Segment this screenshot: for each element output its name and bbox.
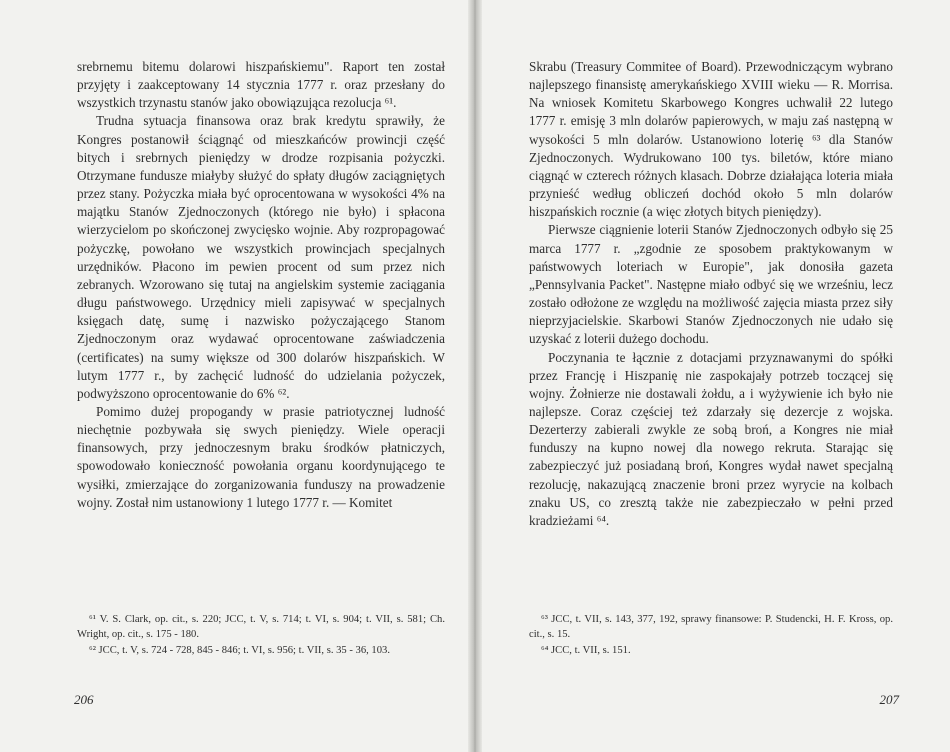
right-paragraph-1: Skrabu (Treasury Commitee of Board). Przewodniczącym wybrano najlepszego finansistę amerykańskiego XVIII wieku — R. Morrisa. Na wniosek Komitetu Skarbowego Kongres uchwalił 22 lutego 1777 r. emisję 3 mln dolarów papierowych, w maju zaś następną w wysokości 5 mln dolarów. Ustanowiono loterię ⁶³ dla Stanów Zjednoczonych. Wydrukowano 100 tys. biletów, które miano ciągnąć w czterech różnych klasach. Dobrze działająca loteria miała przynieść według obliczeń dochód około 5 mln dolarów hiszpańskich rocznie (a więc złotych bitych pieniędzy). (529, 59, 893, 220)
footnote-61: ⁶¹ V. S. Clark, op. cit., s. 220; JCC, t. V, s. 714; t. VI, s. 904; t. VII, s. 581; Ch. Wright, op. cit., s. 175 - 180. (77, 614, 445, 641)
footnote-62: ⁶² JCC, t. V, s. 724 - 728, 845 - 846; t. VI, s. 956; t. VII, s. 35 - 36, 103. (89, 644, 390, 656)
left-paragraph-1: srebrnemu bitemu dolarowi hiszpańskiemu". Raport ten został przyjęty i zaakceptowany 14 stycznia 1777 r. oraz przesłany do wszystkich trzynastu stanów jako obowiązująca rezolucja ⁶¹. (77, 59, 445, 111)
left-page-number: 206 (74, 692, 94, 707)
footnote-63: ⁶³ JCC, t. VII, s. 143, 377, 192, sprawy finansowe: P. Studencki, H. F. Kross, op. cit., s. 15. (529, 614, 893, 641)
right-paragraph-2: Pierwsze ciągnienie loterii Stanów Zjednoczonych odbyło się 25 marca 1777 r. „zgodnie ze sposobem praktykowanym w państwowych loteriach w Europie", jak donosiła gazeta „Pennsylvania Packet". Następne miało odbyć się we wrześniu, lecz zostało odłożone ze względu na możliwość zajęcia miasta przez siły nieprzyjacielskie. Skarbowi Stanów Zjednoczonych nie udało się uzyskać z loterii dużego dochodu. (529, 222, 893, 347)
left-paragraph-3: Pomimo dużej propogandy w prasie patriotycznej ludność niechętnie pozbywała się swych pieniędzy. Wiele operacji finansowych, przy jednoczesnym braku środków płatniczych, spowodowało konieczność powołania organu koordynującego te wysiłki, zmierzające do zorganizowania funduszy na prowadzenie wojny. Został nim ustanowiony 1 lutego 1777 r. — Komitet (77, 403, 445, 510)
right-body-text (529, 58, 893, 530)
right-page-number: 207 (879, 692, 899, 707)
left-footnotes (77, 612, 445, 658)
left-body-text (77, 58, 445, 512)
right-footnotes (529, 612, 893, 658)
book-gutter (468, 0, 482, 752)
right-paragraph-3: Poczynania te łącznie z dotacjami przyznawanymi do spółki przez Francję i Hiszpanię nie zaspokajały potrzeb toczącej się wojny. Żołnierze nie dostawali żołdu, a i wyżywienie ich było nie najlepsze. Coraz częściej też zdarzały się dezercje z wojska. Dezerterzy zabierali zwykle ze sobą broń, a Kongres nie miał funduszy na kupno nowej dla nowego rekruta. Starając się zabezpieczyć już posiadaną broń, Kongres wydał nawet specjalną rezolucję, nakazującą znaczenie broni przez wyrycie na kolbach znaku US, co zresztą także nie zabezpieczało w pełni przed kradzieżami ⁶⁴. (529, 349, 893, 528)
left-page (0, 0, 474, 752)
footnote-64: ⁶⁴ JCC, t. VII, s. 151. (541, 644, 631, 656)
right-page (476, 0, 950, 752)
left-paragraph-2: Trudna sytuacja finansowa oraz brak kredytu sprawiły, że Kongres postanowił ściągnąć od mieszkańców prowincji część bitych i srebrnych pieniędzy w drodze rozpisania pożyczki. Otrzymane fundusze miałyby służyć do spłaty długów zaciągniętych przez stany. Pożyczka miała być oprocentowana w wysokości 4% na majątku Stanów Zjednoczonych (którego nie było) i spłacona wierzycielom po skończonej zwycięsko wojnie. Aby rozpropagować pożyczkę, powołano we wszystkich prowincjach specjalnych urzędników. Płacono im pewien procent od sum przez nich zebranych. Wzorowano się tutaj na angielskim systemie zaciągania długu państwowego. Urzędnicy mieli zapisywać w specjalnych księgach datę, sumę i nazwisko pożyczającego Stanom Zjednoczonym oraz wydawać oprocentowane zaświadczenia (certificates) na sumy większe od 300 dolarów hiszpańskich. W lutym 1777 r., by zachęcić ludność do udzielania pożyczek, podwyższono oprocentowanie do 6% ⁶². (77, 113, 445, 401)
